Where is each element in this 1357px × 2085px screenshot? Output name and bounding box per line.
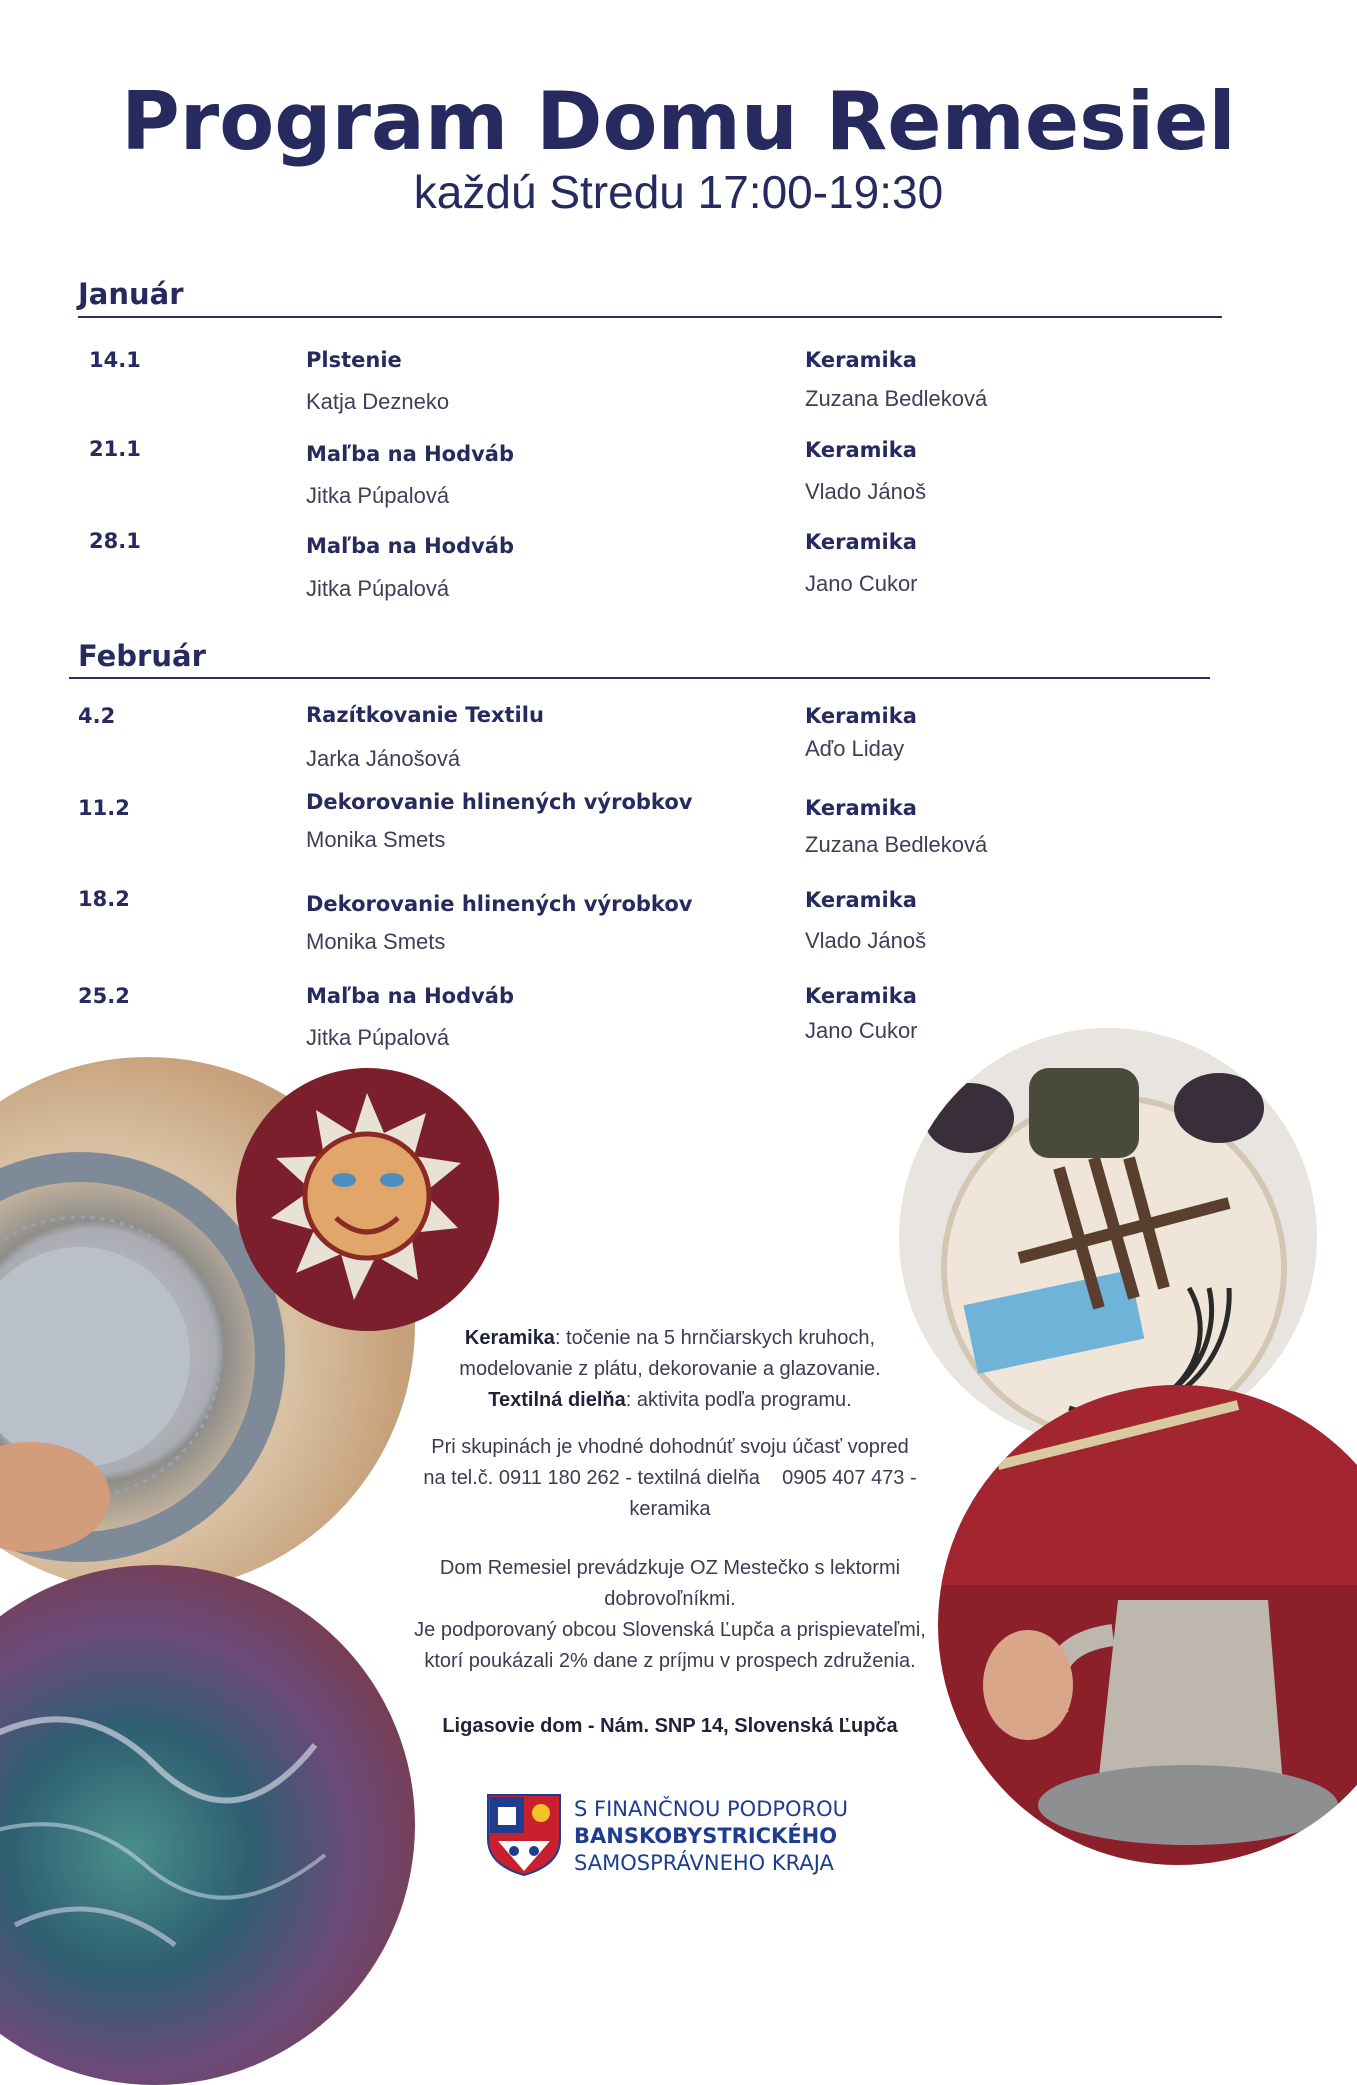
- sponsor-line-1: S FINANČNOU PODPOROU: [574, 1797, 849, 1821]
- keramika-text-2: modelovanie z plátu, dekorovanie a glazovanie.: [459, 1358, 881, 1380]
- row-craft-lecturer: Vlado Jánoš: [805, 479, 927, 504]
- textil-text: : aktivita podľa programu.: [625, 1389, 852, 1411]
- pottery-throwing-photo: [938, 1385, 1357, 1865]
- row-activity: Plstenie: [306, 348, 402, 372]
- sponsor-line-2: BANSKOBYSTRICKÉHO: [574, 1824, 838, 1848]
- row-craft-lecturer: Zuzana Bedleková: [805, 832, 988, 857]
- row-lecturer: Katja Dezneko: [306, 389, 450, 414]
- row-craft: Keramika: [805, 530, 917, 554]
- row-craft-lecturer: Zuzana Bedleková: [805, 386, 988, 411]
- sponsor-line-3: SAMOSPRÁVNEHO KRAJA: [574, 1851, 834, 1875]
- ceramic-plate-illustration: [899, 1028, 1317, 1446]
- row-date: 25.2: [78, 984, 130, 1008]
- row-craft: Keramika: [805, 438, 917, 462]
- encaustic-art-photo: [0, 1565, 415, 2085]
- coat-of-arms-icon: [486, 1793, 562, 1877]
- row-lecturer: Monika Smets: [306, 929, 446, 954]
- row-craft: Keramika: [805, 888, 917, 912]
- operator-text-1: Dom Remesiel prevádzkuje OZ Mestečko s lektormi: [439, 1557, 901, 1579]
- row-lecturer: Jarka Jánošová: [306, 746, 461, 771]
- row-date: 18.2: [78, 887, 130, 911]
- groups-text-3: keramika: [629, 1498, 711, 1520]
- row-craft-lecturer: Jano Cukor: [805, 571, 918, 596]
- address: Ligasovie dom - Nám. SNP 14, Slovenská Ľupča: [442, 1715, 898, 1737]
- textil-label: Textilná dielňa: [488, 1389, 626, 1411]
- sun-face-illustration: [236, 1068, 499, 1331]
- row-craft: Keramika: [805, 984, 917, 1008]
- keramika-text: : točenie na 5 hrnčiarskych kruhoch,: [554, 1327, 876, 1349]
- sponsor-text: [574, 1796, 848, 1877]
- month-heading-february: Február: [78, 639, 206, 673]
- support-text-2: ktorí poukázali 2% dane z príjmu v prospech združenia.: [424, 1650, 916, 1672]
- month-heading-january: Január: [78, 277, 184, 311]
- encaustic-texture: [0, 1565, 415, 2085]
- info-keramika: [380, 1323, 960, 1416]
- row-lecturer: Monika Smets: [306, 827, 446, 852]
- silk-painting-sun-photo: [236, 1068, 499, 1331]
- row-lecturer: Jitka Púpalová: [306, 1025, 450, 1050]
- row-date: 28.1: [89, 529, 141, 553]
- row-activity: Dekorovanie hlinených výrobkov: [306, 892, 693, 916]
- row-activity: Razítkovanie Textilu: [306, 703, 544, 727]
- row-date: 14.1: [89, 348, 141, 372]
- row-date: 4.2: [78, 704, 116, 728]
- support-text-1: Je podporovaný obcou Slovenská Ľupča a prispievateľmi,: [414, 1619, 926, 1641]
- row-date: 21.1: [89, 437, 141, 461]
- row-activity: Maľba na Hodváb: [306, 442, 515, 466]
- row-lecturer: Jitka Púpalová: [306, 576, 450, 601]
- groups-text-2: na tel.č. 0911 180 262 - textilná dielňa 0905 407 473 -: [423, 1467, 917, 1489]
- row-activity: Maľba na Hodváb: [306, 534, 515, 558]
- row-activity: Maľba na Hodváb: [306, 984, 515, 1008]
- row-craft: Keramika: [805, 796, 917, 820]
- jug-illustration: [938, 1385, 1357, 1865]
- row-craft: Keramika: [805, 704, 917, 728]
- divider: [78, 316, 1222, 318]
- info-groups: [380, 1432, 960, 1525]
- keramika-label: Keramika: [464, 1327, 555, 1349]
- info-operator: [380, 1553, 960, 1677]
- ceramic-plate-photo: [899, 1028, 1317, 1446]
- row-craft: Keramika: [805, 348, 917, 372]
- row-lecturer: Jitka Púpalová: [306, 483, 450, 508]
- row-date: 11.2: [78, 796, 130, 820]
- row-craft-lecturer: Aďo Liday: [805, 736, 905, 761]
- divider: [69, 677, 1210, 679]
- operator-text-2: dobrovoľníkmi.: [604, 1588, 736, 1610]
- row-craft-lecturer: Vlado Jánoš: [805, 928, 927, 953]
- row-activity: Dekorovanie hlinených výrobkov: [306, 790, 693, 814]
- groups-text-1: Pri skupinách je vhodné dohodnúť svoju účasť vopred: [431, 1436, 909, 1458]
- page-title: Program Domu Remesiel: [121, 75, 1236, 168]
- schedule-subtitle: každú Stredu 17:00-19:30: [413, 166, 944, 218]
- row-craft-lecturer: Jano Cukor: [805, 1018, 918, 1043]
